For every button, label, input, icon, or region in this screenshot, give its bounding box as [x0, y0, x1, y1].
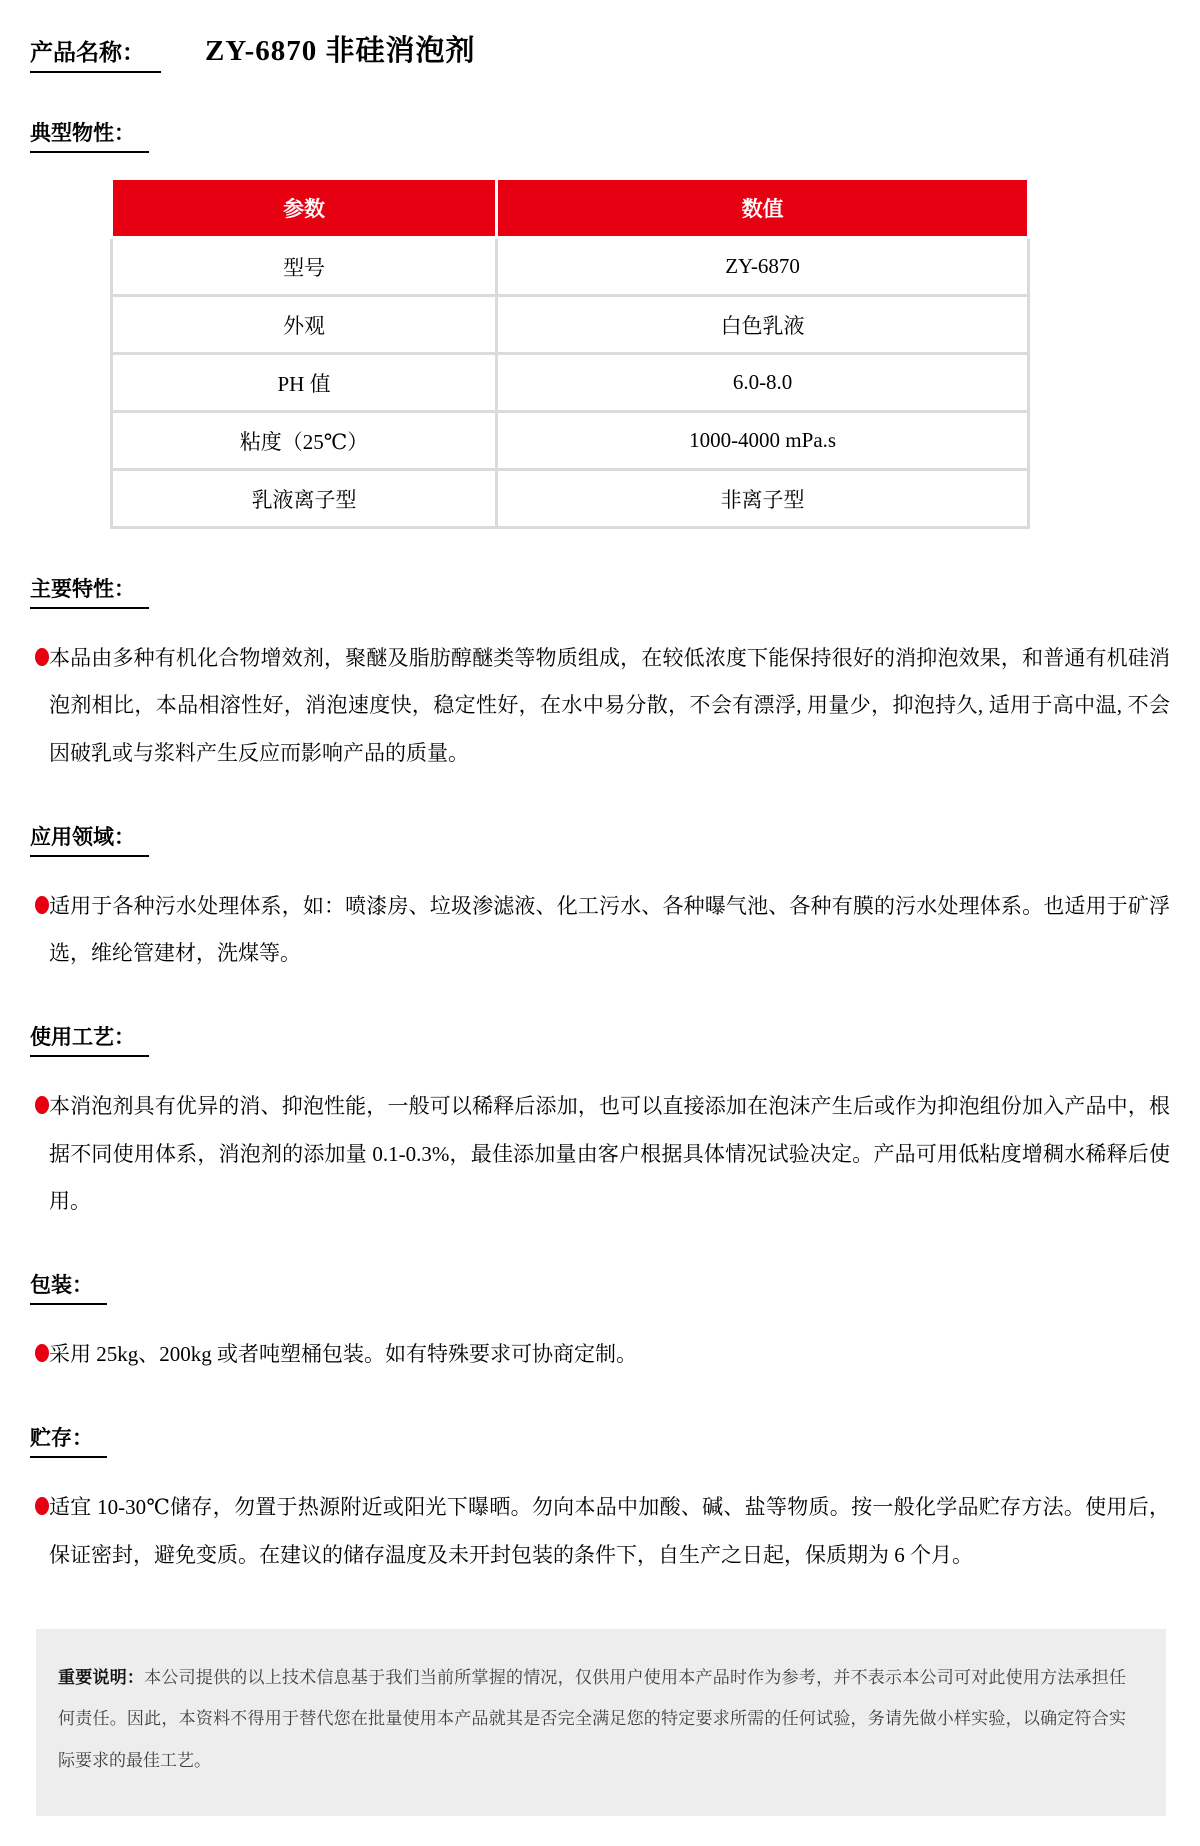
table-row: [112, 412, 1029, 470]
properties-table: [110, 177, 1030, 529]
bullet-dot-icon: [35, 1344, 49, 1362]
table-cell-parameter: PH 值: [112, 354, 497, 412]
list-item: [30, 1331, 1170, 1378]
product-name-value: ZY-6870 非硅消泡剂: [205, 35, 476, 67]
table-cell-parameter: 乳液离子型: [112, 470, 497, 528]
list-item: [30, 1484, 1170, 1579]
important-note-text: 本公司提供的以上技术信息基于我们当前所掌握的情况，仅供用户使用本产品时作为参考，并不表示本公司可对此使用方法承担任何责任。因此，本资料不得用于替代您在批量使用本产品就其是否完全满足您的特定要求所需的任何试验，务请先做小样实验，以确定符合实际要求的最佳工艺。: [58, 1667, 1127, 1771]
section-storage: [30, 1422, 1170, 1579]
important-note-label: 重要说明：: [58, 1667, 145, 1687]
table-cell-parameter: 型号: [112, 238, 497, 296]
table-cell-parameter: 外观: [112, 296, 497, 354]
bullet-dot-icon: [35, 1096, 49, 1114]
section-usage-process: [30, 1021, 1170, 1225]
table-row: [112, 238, 1029, 296]
heading-main-features: 主要特性：: [30, 573, 149, 609]
usage-paragraph: 本消泡剂具有优异的消、抑泡性能，一般可以稀释后添加，也可以直接添加在泡沫产生后或作为抑泡组份加入产品中，根据不同使用体系，消泡剂的添加量 0.1-0.3%，最佳添加量由客户根据具体情况试验决定。产品可用低粘度增稠水稀释后使用。: [49, 1094, 1170, 1213]
list-item: [30, 1083, 1170, 1225]
packaging-paragraph: 采用 25kg、200kg 或者吨塑桶包装。如有特殊要求可协商定制。: [49, 1342, 637, 1366]
page-title: [30, 28, 1170, 73]
storage-paragraph: 适宜 10-30℃储存，勿置于热源附近或阳光下曝晒。勿向本品中加酸、碱、盐等物质。按一般化学品贮存方法。使用后，保证密封，避免变质。在建议的储存温度及未开封包装的条件下，自生产之日起，保质期为 6 个月。: [49, 1495, 1170, 1567]
heading-applications: 应用领域：: [30, 821, 149, 857]
applications-paragraph: 适用于各种污水处理体系，如：喷漆房、垃圾渗滤液、化工污水、各种曝气池、各种有膜的污水处理体系。也适用于矿浮选，维纶管建材，洗煤等。: [49, 893, 1170, 965]
heading-storage: 贮存：: [30, 1422, 107, 1458]
heading-typical-properties: 典型物性：: [30, 117, 149, 153]
table-cell-value: 白色乳液: [497, 296, 1029, 354]
section-applications: [30, 821, 1170, 978]
table-header-row: [112, 179, 1029, 238]
list-item: [30, 883, 1170, 978]
section-packaging: [30, 1269, 1170, 1378]
section-main-features: [30, 573, 1170, 777]
table-cell-value: 1000-4000 mPa.s: [497, 412, 1029, 470]
bullet-dot-icon: [35, 648, 49, 666]
table-row: [112, 354, 1029, 412]
table-cell-value: ZY-6870: [497, 238, 1029, 296]
table-cell-value: 6.0-8.0: [497, 354, 1029, 412]
features-paragraph: 本品由多种有机化合物增效剂，聚醚及脂肪醇醚类等物质组成，在较低浓度下能保持很好的消抑泡效果，和普通有机硅消泡剂相比，本品相溶性好，消泡速度快，稳定性好，在水中易分散，不会有漂浮, 用量少，抑泡持久, 适用于高中温, 不会因破乳或与浆料产生反应而影响产品的质量。: [49, 646, 1170, 765]
heading-usage-process: 使用工艺：: [30, 1021, 149, 1057]
bullet-dot-icon: [35, 1497, 49, 1515]
important-note-box: [36, 1629, 1166, 1816]
table-cell-parameter: 粘度（25℃）: [112, 412, 497, 470]
bullet-dot-icon: [35, 896, 49, 914]
list-item: [30, 635, 1170, 777]
table-row: [112, 296, 1029, 354]
table-header-value: 数值: [497, 179, 1029, 238]
table-row: [112, 470, 1029, 528]
section-typical-properties: [30, 117, 1170, 529]
heading-packaging: 包装：: [30, 1269, 107, 1305]
product-name-label: 产品名称：: [30, 34, 161, 73]
table-header-parameter: 参数: [112, 179, 497, 238]
table-cell-value: 非离子型: [497, 470, 1029, 528]
